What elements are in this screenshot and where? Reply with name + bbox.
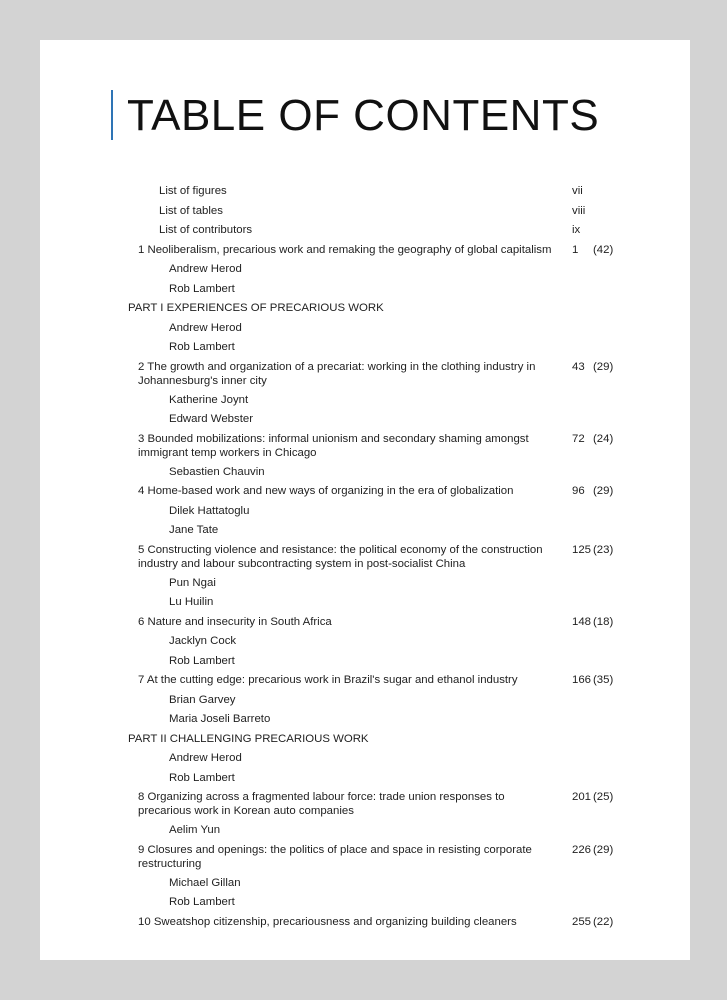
toc-page-number: 201 bbox=[572, 791, 592, 803]
toc-page-number: 166 bbox=[572, 674, 592, 686]
toc-entry-title: Jacklyn Cock bbox=[169, 635, 237, 647]
toc-entry-title: Andrew Herod bbox=[169, 321, 242, 334]
toc-page-number: 125 bbox=[572, 543, 592, 556]
toc-page-number: viii bbox=[572, 204, 586, 217]
toc-entry-title: 4 Home-based work and new ways of organizing in the era of globalization bbox=[138, 485, 514, 497]
document-page bbox=[40, 40, 690, 960]
toc-page-number: 72 bbox=[572, 432, 585, 445]
toc-page-number: 96 bbox=[572, 485, 585, 497]
toc-entry-title: Brian Garvey bbox=[169, 693, 236, 706]
toc-entry-title: List of contributors bbox=[159, 224, 253, 236]
toc-entry-title: PART II CHALLENGING PRECARIOUS WORK bbox=[128, 732, 369, 745]
toc-entry-title: Dilek Hattatoglu bbox=[169, 504, 250, 517]
toc-page-count: (29) bbox=[593, 485, 614, 497]
toc-entry-title: 9 Closures and openings: the politics of place and space in resisting corporate restructuring bbox=[138, 843, 532, 870]
title-accent-bar bbox=[111, 90, 113, 140]
toc-page-count: (29) bbox=[593, 843, 614, 856]
toc-page-number: 148 bbox=[572, 615, 592, 628]
toc-entry-title: 3 Bounded mobilizations: informal unionism and secondary shaming amongst immigrant temp workers in Chicago bbox=[138, 432, 529, 459]
toc-entry-title: 8 Organizing across a fragmented labour force: trade union responses to precarious work in Korean auto companies bbox=[138, 791, 505, 817]
toc-entry-title: PART I EXPERIENCES OF PRECARIOUS WORK bbox=[128, 302, 384, 314]
toc-entry-title: Rob Lambert bbox=[169, 896, 235, 908]
toc-entry-title: Michael Gillan bbox=[169, 876, 241, 889]
toc-page-count: (24) bbox=[593, 432, 614, 445]
toc-entry-title: Andrew Herod bbox=[169, 752, 242, 764]
toc-entry-title: List of figures bbox=[159, 185, 227, 197]
toc-page-number: 226 bbox=[572, 843, 592, 856]
toc-page-number: 43 bbox=[572, 360, 585, 373]
toc-page-count: (18) bbox=[593, 615, 614, 628]
toc-page-count: (29) bbox=[593, 360, 614, 373]
toc-entry-title: List of tables bbox=[159, 204, 223, 217]
toc-entry-title: Aelim Yun bbox=[169, 824, 221, 836]
toc-entry-title: Rob Lambert bbox=[169, 654, 235, 667]
toc-entry-title: Edward Webster bbox=[169, 413, 253, 425]
toc-entry-title: Pun Ngai bbox=[169, 576, 216, 589]
toc-page-count: (23) bbox=[593, 543, 614, 556]
toc-entry-title: Sebastien Chauvin bbox=[169, 465, 265, 478]
toc-page-count: (42) bbox=[593, 243, 614, 256]
toc-entry-title: Rob Lambert bbox=[169, 282, 235, 295]
toc-page-count: (22) bbox=[593, 915, 614, 928]
toc-page-number: ix bbox=[572, 224, 581, 236]
toc-entry-title: 5 Constructing violence and resistance: the political economy of the construction industry and labour subcontracting system in post-socialist China bbox=[138, 543, 543, 570]
toc-entry-title: Jane Tate bbox=[169, 524, 219, 536]
toc-entry-title: 1 Neoliberalism, precarious work and remaking the geography of global capitalism bbox=[138, 243, 552, 256]
toc-entry-title: 7 At the cutting edge: precarious work in Brazil's sugar and ethanol industry bbox=[138, 674, 518, 686]
toc-page-count: (35) bbox=[593, 674, 614, 686]
toc-entry-title: Maria Joseli Barreto bbox=[169, 713, 271, 725]
toc-entry-title: Rob Lambert bbox=[169, 771, 235, 784]
toc-entry-title: Lu Huilin bbox=[169, 596, 214, 608]
toc-page-number: 255 bbox=[572, 915, 592, 928]
toc-page-number: 1 bbox=[572, 243, 579, 256]
toc-entry-title: 2 The growth and organization of a precariat: working in the clothing industry in Johannesburg's inner city bbox=[138, 360, 536, 387]
toc-entry-title: 6 Nature and insecurity in South Africa bbox=[138, 615, 332, 628]
toc-entry-title: Rob Lambert bbox=[169, 341, 235, 353]
toc-entry-title: Andrew Herod bbox=[169, 263, 242, 275]
toc-page-number: vii bbox=[572, 185, 583, 197]
toc-entry-title: Katherine Joynt bbox=[169, 393, 249, 406]
toc-entry-title: 10 Sweatshop citizenship, precariousness and organizing building cleaners bbox=[138, 915, 517, 928]
page-title: TABLE OF CONTENTS bbox=[127, 91, 600, 140]
toc-page-count: (25) bbox=[593, 791, 614, 803]
